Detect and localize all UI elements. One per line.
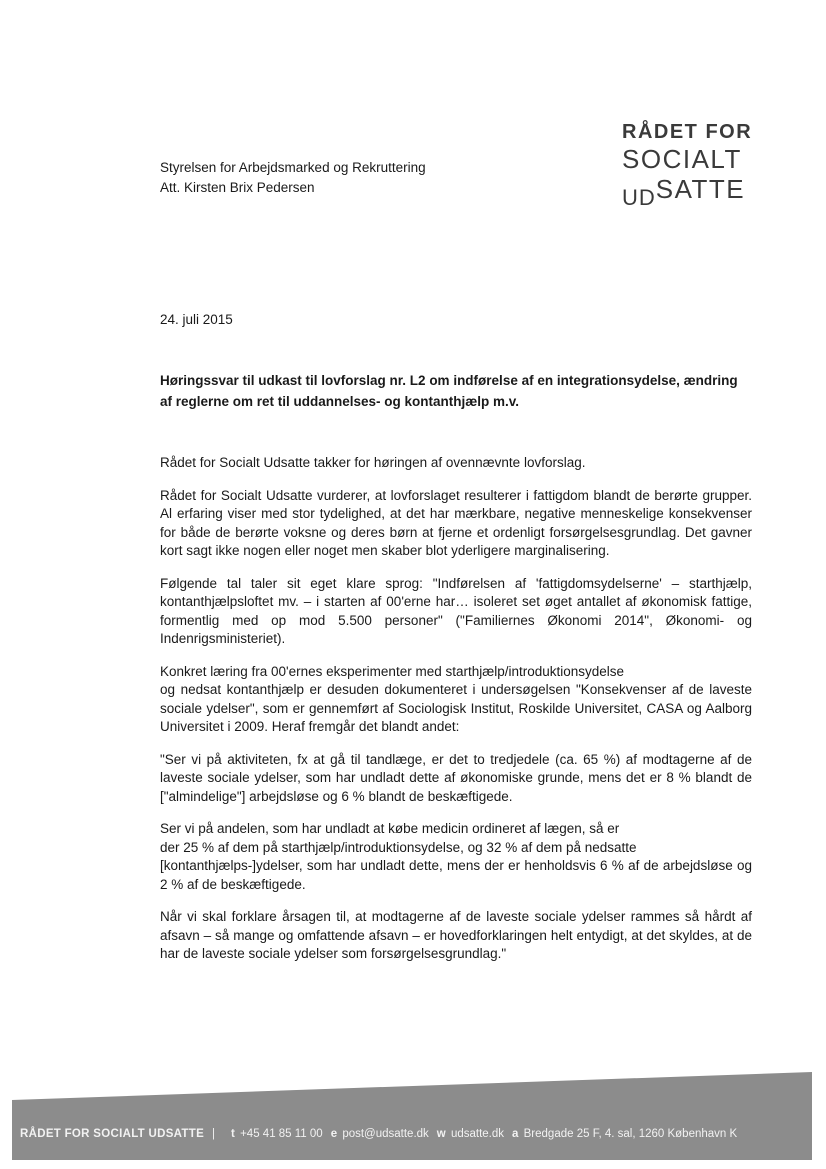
recipient-attention: Att. Kirsten Brix Pedersen <box>160 180 315 195</box>
footer-address: Bredgade 25 F, 4. sal, 1260 København K <box>523 1128 738 1140</box>
logo-line-1: RÅDET FOR <box>622 121 753 143</box>
footer-organization: RÅDET FOR SOCIALT UDSATTE <box>20 1128 205 1140</box>
footer-separator: | <box>212 1128 216 1140</box>
paragraph-research-rest: og nedsat kontanthjælp er desuden dokumenteret i undersøgelsen "Konsekvenser af de laveste sociale ydelser", som er gennemført af Sociologisk Institut, Roskilde Universitet, CASA og Aalborg Universitet i 2009. Heraf fremgår det blandt andet: <box>160 682 752 734</box>
quote-dentist: "Ser vi på aktiviteten, fx at gå til tandlæge, er det to tredjedele (ca. 65 %) af modtagerne af de laveste sociale ydelser, som har undladt dette af økonomiske grunde, mens det er 8 % blandt de ["almindelige"] arbejdsløse og 6 % blandt de beskæftigede. <box>160 751 752 804</box>
quote-medicine-line1: Ser vi på andelen, som har undladt at købe medicin ordineret af lægen, så er <box>160 821 620 836</box>
footer-web-label: w <box>436 1128 446 1140</box>
footer-phone: +45 41 85 11 00 <box>240 1128 323 1140</box>
footer-website: udsatte.dk <box>450 1128 505 1140</box>
paragraph-research-line1: Konkret læring fra 00'ernes eksperimenter med starthjælp/introduktionsydelse <box>160 663 625 679</box>
quote-medicine-line2: der 25 % af dem på starthjælp/introduktionsydelse, og 32 % af dem på nedsatte <box>160 839 637 855</box>
paragraph-thanks: Rådet for Socialt Udsatte takker for høringen af ovennævnte lovforslag. <box>160 455 586 470</box>
letter-body <box>160 454 752 978</box>
footer-contact <box>20 1128 810 1140</box>
logo-line-2: SOCIALT <box>622 144 742 174</box>
letter-date: 24. juli 2015 <box>160 312 233 327</box>
logo-satte: SATTE <box>655 174 746 204</box>
quote-medicine <box>160 820 752 894</box>
recipient-block <box>160 158 426 198</box>
letter-subject: Høringssvar til udkast til lovforslag nr. L2 om indførelse af en integrationsydelse, ændring af reglerne om ret til uddannelses- og kontanthjælp m.v. <box>160 373 738 409</box>
paragraph-assessment: Rådet for Socialt Udsatte vurderer, at lovforslaget resulterer i fattigdom blandt de berørte grupper. Al erfaring viser med stor tydelighed, at det har mærkbare, negative menneskelige konsekvenser for både de berørte voksne og deres børn at fjerne et ordenligt forsørgelsesgrundlag. Det gavner kort sagt ikke nogen eller noget men skaber blot yderligere marginalisering. <box>160 487 752 558</box>
recipient-organization: Styrelsen for Arbejdsmarked og Rekruttering <box>160 160 426 175</box>
footer-email-label: e <box>330 1128 338 1140</box>
paragraph-research <box>160 663 752 737</box>
footer-band <box>12 1072 812 1160</box>
quote-conclusion: Når vi skal forklare årsagen til, at modtagerne af de laveste sociale ydelser rammes så hårdt af afsavn – så mange og omfattende afsavn – er hovedforklaringen helt entydigt, at det skyldes, at de har de laveste sociale ydelser som forsørgelsesgrundlag." <box>160 909 752 961</box>
paragraph-figures: Følgende tal taler sit eget klare sprog: "Indførelsen af 'fattigdomsydelserne' – starthjælp, kontanthjælpsloftet mv. – i starten af 00'erne har… isoleret set øget antallet af økonomisk fattige, formentlig med op mod 5.500 personer" ("Familiernes Økonomi 2014", Økonomi- og Indenrigsministeriet). <box>160 575 752 646</box>
logo-ud: UD <box>622 185 656 210</box>
footer-phone-label: t <box>231 1128 235 1140</box>
footer-address-label: a <box>512 1128 519 1140</box>
footer-email: post@udsatte.dk <box>342 1128 429 1140</box>
logo <box>622 120 753 210</box>
quote-medicine-rest: [kontanthjælps-]ydelser, som har undladt dette, mens der er henholdsvis 6 % af de arbejdsløse og 2 % af de beskæftigede. <box>160 858 752 892</box>
logo-line-3 <box>622 174 752 210</box>
